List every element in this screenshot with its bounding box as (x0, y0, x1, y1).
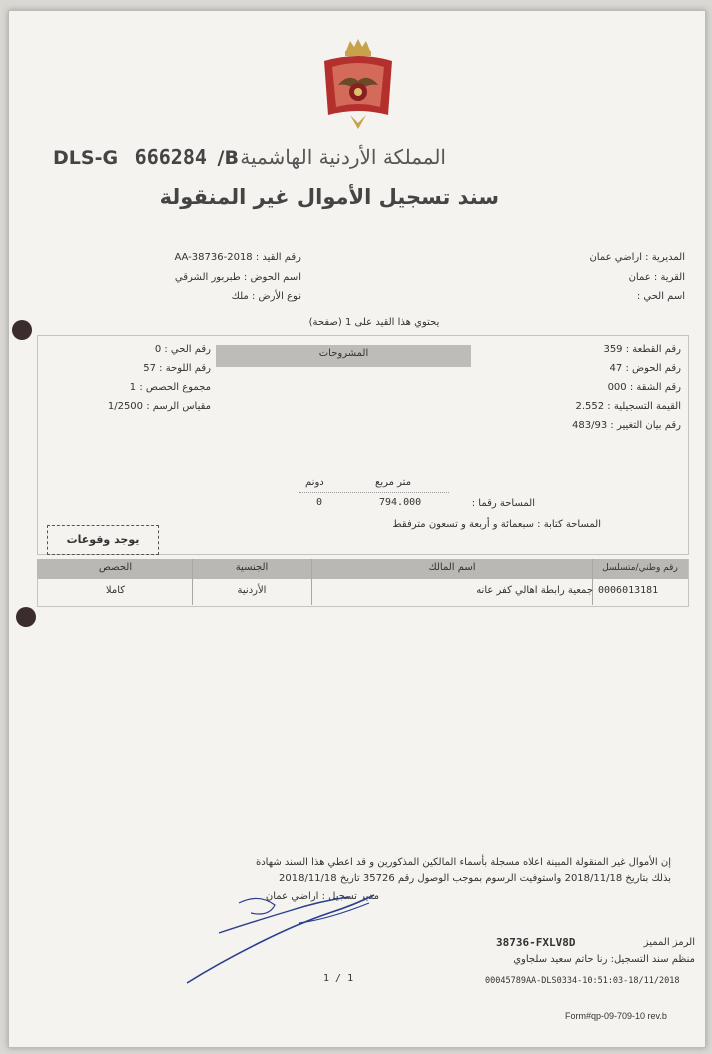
occurrences-stamp-text: يوجد وقوعات (66, 533, 140, 546)
land-type: نوع الأرض : ملك (231, 291, 301, 302)
unique-code-value: 38736-FXLV8D (496, 936, 576, 949)
owner-name: جمعية رابطة اهالي كفر عانه (476, 585, 593, 596)
binder-hole (12, 320, 32, 340)
owner-share: كاملا (105, 585, 126, 596)
change-statement: رقم بيان التغيير : 483/93 (572, 420, 681, 431)
neighborhood: اسم الحي : (636, 291, 685, 302)
map-scale: مقياس الرسم : 1/2500 (107, 401, 211, 412)
board-number: رقم اللوحة : 57 (143, 363, 211, 374)
form-number: Form#qp-09-709-10 rev.b (565, 1011, 667, 1021)
record-number: رقم القيد : 2018-AA-38736 (174, 252, 301, 263)
header-owner-name: اسم المالك (428, 562, 476, 573)
projects-label: المشروحات (318, 348, 369, 359)
deed-sheet (8, 10, 706, 1048)
header-nationality: الجنسية (235, 562, 269, 573)
directorate: المديرية : اراضي عمان (589, 252, 685, 263)
kingdom-name: المملكة الأردنية الهاشمية (240, 145, 446, 169)
binder-hole (16, 607, 36, 627)
organizer: منظم سند التسجيل: رنا حاتم سعيد سلجاوي (513, 954, 695, 965)
document-title: سند تسجيل الأموال غير المنقولة (159, 185, 499, 209)
header-national-id: رقم وطني/متسلسل (602, 563, 678, 573)
serial-prefix: DLS-G (53, 147, 119, 169)
plot-number: رقم القطعة : 359 (603, 344, 681, 355)
village: القرية : عمان (628, 272, 685, 283)
basin-name: اسم الحوض : طبربور الشرقي (174, 272, 301, 283)
registry-director: مدير تسجيل : اراضي عمان (265, 891, 379, 902)
page-count: 1 / 1 (323, 973, 354, 984)
district-number: رقم الحي : 0 (154, 344, 211, 355)
area-underline (299, 492, 449, 493)
audit-line: 00045789AA-DLS0334-10:51:03-18/11/2018 (485, 976, 680, 986)
occurrences-stamp (47, 525, 159, 555)
area-label: المساحة رقما : (471, 498, 535, 509)
owner-nationality: الأردنية (237, 585, 267, 596)
serial-number: 666284 (134, 145, 207, 169)
unit-sqm: متر مربع (375, 477, 412, 488)
area-words: المساحة كتابة : سبعمائة و أربعة و تسعون مترفقط (392, 519, 601, 530)
unique-code-label: الرمز المميز (643, 937, 695, 948)
certification-line-2: بذلك بتاريخ 2018/11/18 واستوفيت الرسوم بموجب الوصول رقم 35726 تاريخ 2018/11/18 (279, 873, 671, 884)
shares-total: مجموع الحصص : 1 (129, 382, 211, 393)
unit-dunum: دونم (305, 477, 324, 488)
area-dunum: 0 (316, 497, 323, 508)
area-sqm: 794.000 (379, 497, 422, 508)
basin-number: رقم الحوض : 47 (609, 363, 681, 374)
pages-note: يحتوي هذا القيد على 1 (صفحة) (308, 317, 440, 328)
certification-line-1: إن الأموال غير المنقولة المبينة اعلاه مسجلة بأسماء المالكين المذكورين و قد اعطي هذا السند شهادة (255, 857, 671, 868)
jordan-emblem-icon (318, 37, 398, 132)
serial-suffix: /B (217, 147, 239, 169)
col-divider (592, 559, 593, 605)
header-shares: الحصص (98, 562, 133, 573)
apartment-number: رقم الشقة : 000 (607, 382, 681, 393)
registration-value: القيمة التسجيلية : 2.552 (575, 401, 681, 412)
owner-national-id: 0006013181 (598, 585, 659, 596)
signature-icon (179, 883, 389, 993)
